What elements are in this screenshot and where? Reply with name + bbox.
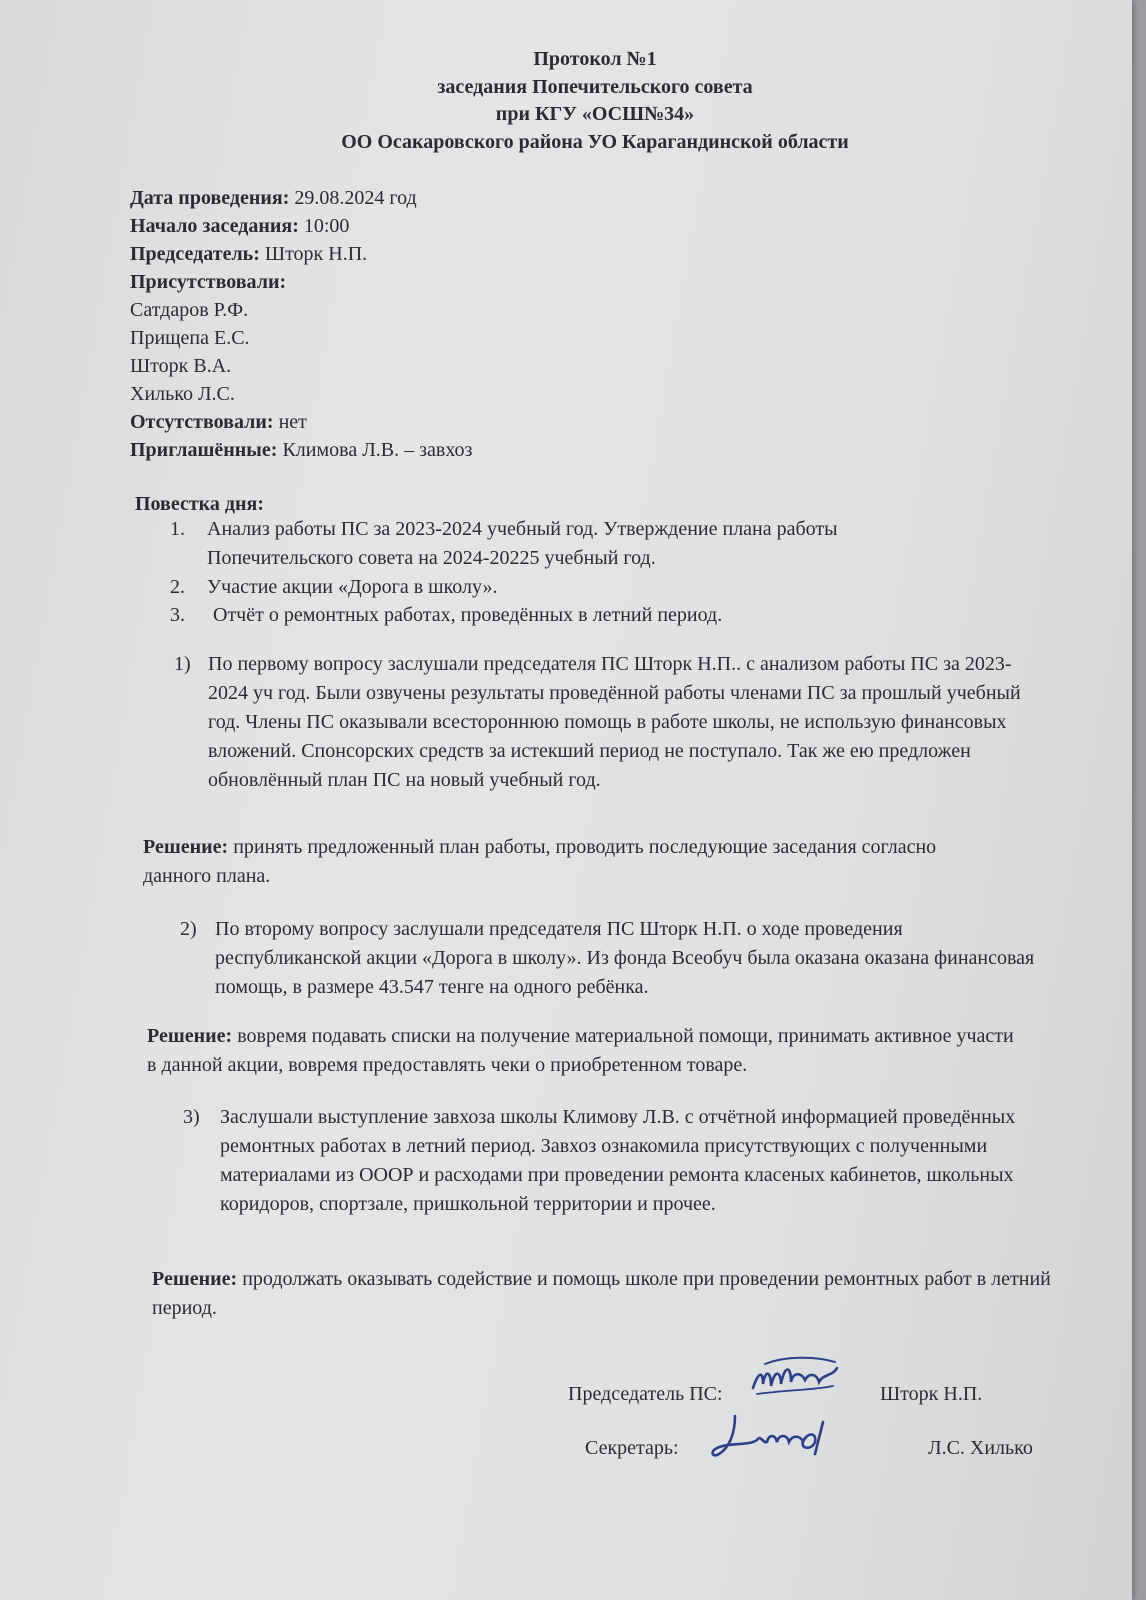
decision-text: вовремя подавать списки на получение материальной помощи, принимать активное участи в данной акции, вовремя предоставлять чеки о приобретенном товаре.: [147, 1025, 1014, 1076]
date-value: 29.08.2024 год: [289, 187, 417, 209]
item-text: Заслушали выступление завхоза школы Климову Л.В. с отчётной информацией проведённых ремонтных работах в летний период. Завхоз ознакомила присутствующих с полученными материалами из ОООР и расходами при проведении ремонта класеных кабинетов, школьных коридоров, спортзале, пришкольной территории и прочее.: [220, 1106, 1016, 1215]
meeting-invited: [130, 439, 472, 462]
present-member: Шторк В.А.: [130, 355, 232, 377]
decision-label: Решение:: [147, 1025, 233, 1047]
chair-label: Председатель:: [130, 243, 260, 265]
item-text: По второму вопросу заслушали председателя ПС Шторк Н.П. о ходе проведения республиканской акции «Дорога в школу». Из фонда Всеобуч была оказана оказана финансовая помощь, в размере 43.547 тенге на одного ребёнка.: [215, 918, 1035, 998]
date-label: Дата проведения:: [130, 187, 290, 209]
start-value: 10:00: [298, 215, 350, 237]
absent-value: нет: [273, 411, 307, 433]
meeting-absent: [130, 411, 307, 434]
present-label: Присутствовали:: [130, 271, 287, 293]
agenda-item: Анализ работы ПС за 2023-2024 учебный год. Утверждение плана работы Попечительского совета на 2024-20225 учебный год.: [207, 518, 838, 569]
item-text: По первому вопросу заслушали председателя ПС Шторк Н.П.. с анализом работы ПС за 2023-2024 уч год. Были озвучены результаты проведённой работы членами ПС за прошлый учебный год. Члены ПС оказывали всестороннюю помощь в работе школы, не использую финансовых вложений. Спонсорских средств за истекший период не поступало. Так же ею предложен обновлённый план ПС на новый учебный год.: [208, 653, 1021, 791]
doc-district: ОО Осакаровского района УО Карагандинской области: [341, 131, 849, 153]
present-member: Сатдаров Р.Ф.: [130, 299, 249, 321]
absent-label: Отсутствовали:: [130, 411, 274, 433]
invited-value: Климова Л.В. – завхоз: [277, 439, 473, 461]
decision: [152, 1265, 1052, 1323]
meeting-date: [130, 187, 417, 210]
meeting-start: [130, 215, 349, 238]
chair-value: Шторк Н.П.: [259, 243, 368, 265]
item-number: 3): [183, 1106, 200, 1128]
decision-label: Решение:: [143, 836, 229, 858]
secretary-name: Л.С. Хилько: [928, 1437, 1033, 1459]
doc-org: при КГУ «ОСШ№34»: [495, 103, 695, 125]
item-number: 2): [180, 918, 197, 940]
meeting-chair: [130, 243, 367, 266]
secretary-signature-label: Секретарь:: [585, 1437, 679, 1459]
agenda-item-number: 3.: [170, 604, 185, 626]
chair-name: Шторк Н.П.: [880, 1383, 983, 1405]
invited-label: Приглашённые:: [130, 439, 278, 461]
agenda-item-number: 2.: [170, 576, 185, 598]
agenda-item: Участие акции «Дорога в школу».: [207, 576, 498, 598]
agenda-item: Отчёт о ремонтных работах, проведённых в летний период.: [213, 604, 723, 626]
agenda-title: Повестка дня:: [135, 493, 265, 515]
item-number: 1): [174, 653, 191, 675]
decision-label: Решение:: [152, 1268, 238, 1290]
present-member: Хилько Л.С.: [130, 383, 235, 405]
decision-text: продолжать оказывать содействие и помощь школе при проведении ремонтных работ в летний период.: [152, 1268, 1051, 1319]
start-label: Начало заседания:: [130, 215, 299, 237]
chair-signature-label: Председатель ПС:: [568, 1383, 723, 1405]
doc-subtitle: заседания Попечительского совета: [437, 76, 753, 98]
decision: [147, 1022, 1027, 1080]
agenda-item-number: 1.: [170, 518, 185, 540]
secretary-signature: [705, 1408, 835, 1468]
present-member: Прищепа Е.С.: [130, 327, 250, 349]
chair-signature: [745, 1350, 845, 1405]
decision-text: принять предложенный план работы, проводить последующие заседания согласно данного плана.: [143, 836, 937, 887]
decision: [143, 833, 1003, 891]
doc-title: Протокол №1: [533, 48, 657, 70]
